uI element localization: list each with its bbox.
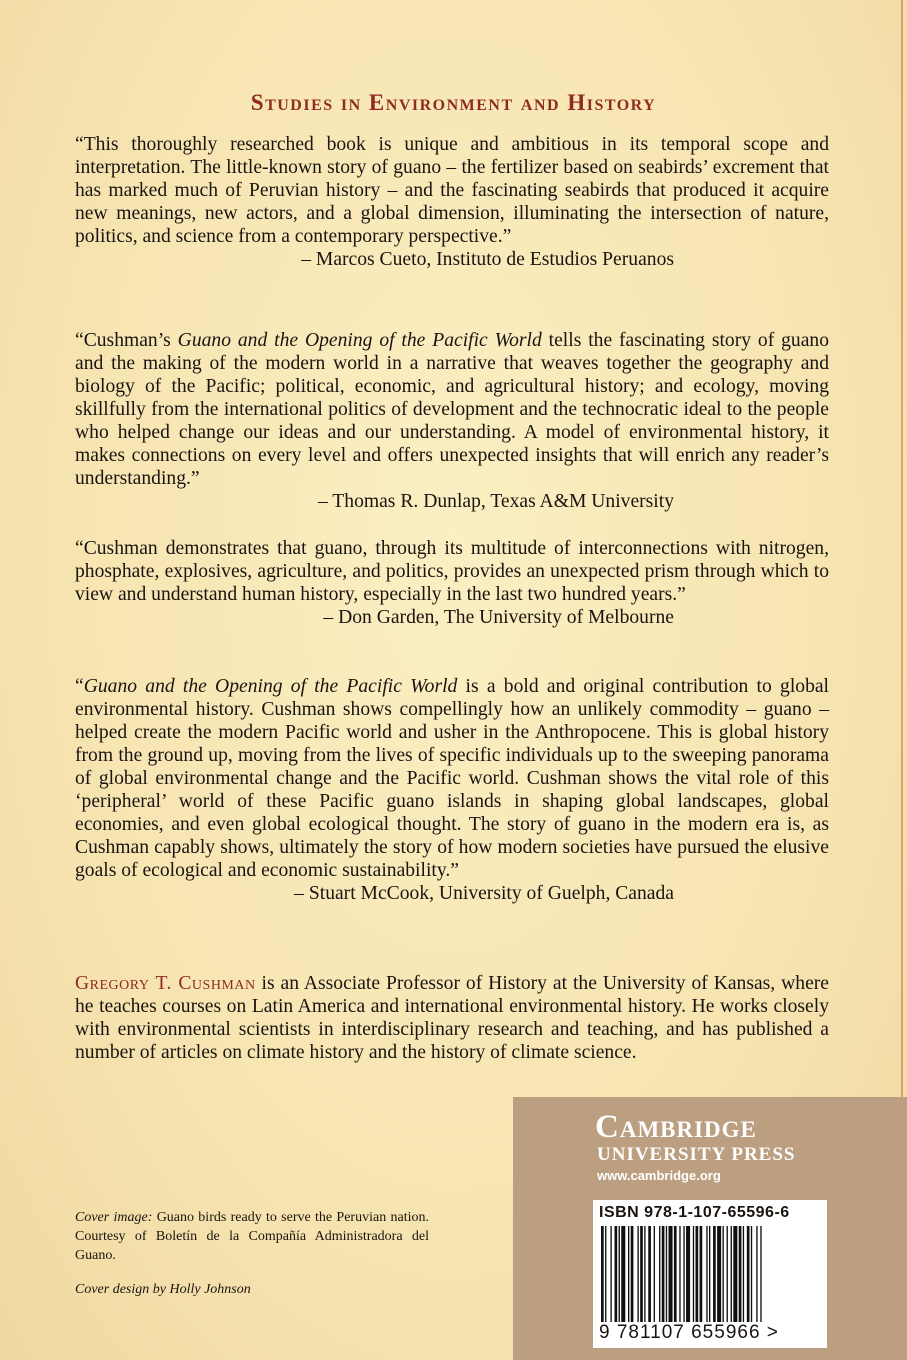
quote-text: “Cushman demonstrates that guano, through its multitude of interconnections with nitrogen, phosphate, explosives, agriculture, and politics, provides an unexpected prism through which to view and understand human history, especially in the last two hundred years.” — [75, 538, 829, 605]
barcode-bar — [631, 1226, 634, 1322]
barcode-bar — [713, 1226, 716, 1322]
publisher-panel — [513, 1097, 907, 1360]
cover-image-text: Guano birds ready to serve the Peruvian nation. Courtesy of Boletín de la Compañía Administradora del Guano. — [75, 1210, 429, 1263]
barcode-bar — [637, 1226, 638, 1322]
barcode-bar — [717, 1226, 721, 1322]
barcode-bar — [610, 1226, 611, 1322]
barcode-bar — [727, 1226, 728, 1322]
author-bio-text: is an Associate Professor of History at the University of Kansas, where he teaches courses on Latin America and international environmental history. He works closely with environmental scientists in interdisciplinary research and teaching, and has published a number of articles on climate history and the history of climate science. — [75, 973, 829, 1063]
barcode-bar — [605, 1226, 606, 1322]
barcode-bar — [640, 1226, 643, 1322]
publisher-url: www.cambridge.org — [597, 1168, 721, 1183]
barcode-bar — [648, 1226, 651, 1322]
barcode-bar — [654, 1226, 655, 1322]
barcode-bar — [760, 1226, 761, 1322]
barcode-bar — [743, 1226, 744, 1322]
barcode-bar — [615, 1226, 618, 1322]
quote-block-2 — [75, 329, 829, 513]
quote-block-1 — [75, 133, 829, 271]
barcode-bar — [696, 1226, 699, 1322]
quote-text-post: tells the fascinating story of guano and the making of the modern world in a narrative that weaves together the geography and biology of the Pacific; political, economic, and agricultural history; and ecology, moving skillfully from the international politics of development and the technocratic ideal to the people who helped change our ideas and our understanding. A model of environmental history, it makes connections on every level and offers unexpected insights that will enrich any reader’s understanding.” — [75, 330, 829, 489]
barcode-bar — [700, 1226, 703, 1322]
barcode-bar — [601, 1226, 604, 1322]
quote-text — [75, 329, 829, 490]
barcode-bar — [739, 1226, 742, 1322]
cover-design-credit: Cover design by Holly Johnson — [75, 1282, 251, 1297]
barcode-bar — [662, 1226, 665, 1322]
isbn-label: ISBN 978-1-107-65596-6 — [599, 1204, 790, 1221]
barcode-bar — [756, 1226, 757, 1322]
quote-attribution: – Stuart McCook, University of Guelph, Canada — [294, 883, 674, 904]
barcode-bar — [706, 1226, 707, 1322]
author-name: Gregory T. Cushman — [75, 973, 256, 994]
barcode-bar — [659, 1226, 660, 1322]
quote-block-4 — [75, 675, 829, 905]
quote-text-post: is a bold and original contribution to global environmental history. Cushman shows compellingly how an unlikely commodity – guano – helped create the modern Pacific world and usher in the Anthropocene. This is global history from the ground up, moving from the lives of specific individuals up to the sweeping panorama of global environmental change and the Pacific world. Cushman shows the vital role of this ‘peripheral’ world of these Pacific guano islands in shaping global landscapes, global economies, and even global ecological thought. The story of guano in the modern era is, as Cushman capably shows, ultimately the story of how modern societies have pursued the elusive goals of ecological and economic sustainability.” — [75, 676, 830, 881]
quote-block-3 — [75, 537, 829, 629]
cover-image-credit — [75, 1208, 429, 1275]
isbn-barcode — [593, 1200, 827, 1348]
barcode-bar — [666, 1226, 667, 1322]
quote-text-pre: “ — [75, 676, 84, 697]
barcode-bar — [644, 1226, 645, 1322]
barcode-bar — [686, 1226, 690, 1322]
barcode-bar — [628, 1226, 629, 1322]
book-title-italic: Guano and the Opening of the Pacific World — [177, 330, 542, 351]
barcode-bar — [747, 1226, 750, 1322]
barcode-bar — [693, 1226, 694, 1322]
barcode-bar — [621, 1226, 625, 1322]
barcode-bar — [723, 1226, 724, 1322]
author-bio — [75, 972, 829, 1064]
book-title-italic: Guano and the Opening of the Pacific World — [83, 676, 458, 697]
page-edge-line — [901, 0, 903, 1097]
barcode-bar — [683, 1226, 684, 1322]
barcode-digits: 9 781107 655966 > — [599, 1322, 779, 1343]
quote-attribution: – Thomas R. Dunlap, Texas A&M University — [317, 491, 674, 512]
publisher-press: UNIVERSITY PRESS — [597, 1144, 796, 1165]
barcode-bars — [599, 1226, 821, 1322]
barcode-bar — [731, 1226, 732, 1322]
cover-image-label: Cover image: — [75, 1210, 153, 1225]
barcode-bar — [674, 1226, 677, 1322]
publisher-name: Cambridge — [595, 1109, 757, 1145]
barcode-bar — [619, 1226, 620, 1322]
barcode-bar — [733, 1226, 737, 1322]
quote-attribution: – Marcos Cueto, Instituto de Estudios Peruanos — [301, 249, 674, 270]
quote-attribution: – Don Garden, The University of Melbourne — [323, 607, 674, 628]
barcode-bar — [751, 1226, 752, 1322]
barcode-bar — [679, 1226, 680, 1322]
quote-text — [75, 675, 829, 882]
quote-text: “This thoroughly researched book is unique and ambitious in its temporal scope and interpretation. The little-known story of guano – the fertilizer based on seabirds’ excrement that has marked much of Peruvian history – and the fascinating seabirds that produced it acquire new meanings, new actors, and a global dimension, illuminating the intersection of nature, politics, and science from a contemporary perspective.” — [75, 134, 829, 247]
series-title: Studies in Environment and History — [250, 90, 657, 115]
barcode-bar — [669, 1226, 673, 1322]
quote-text-pre: “Cushman’s — [75, 330, 178, 351]
barcode-bar — [709, 1226, 710, 1322]
